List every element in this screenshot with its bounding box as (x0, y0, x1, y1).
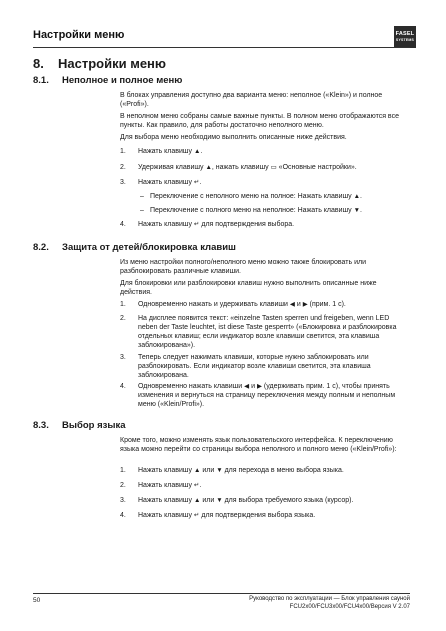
up-arrow-icon: ▲ (193, 497, 201, 504)
paragraph: Из меню настройки полного/неполного меню можно также блокировать или разблокировать различные клавиши. (120, 259, 366, 275)
list-item: 2. Удерживая клавишу ▲, нажать клавишу ▭ «Основные настройки». (120, 164, 357, 171)
header-rule (33, 47, 410, 48)
up-arrow-icon: ▲ (193, 467, 201, 474)
sub-list-item: – Переключение с полного меню на неполное: Нажать клавишу ▼. (140, 207, 362, 214)
footer-text: Руководство по эксплуатации — Блок управления сауной FCU2x00/FCU3x00/FCU4x00/Версия V 2.07 (249, 596, 410, 610)
list-item: 4. Нажать клавишу ↵ для подтверждения выбора языка. (120, 512, 316, 519)
up-arrow-icon: ▲ (353, 193, 361, 200)
left-arrow-icon: ◀ (289, 301, 295, 308)
list-item: 3. Нажать клавишу ▲ или ▼ для выбора требуемого языка (курсор). (120, 497, 354, 504)
page-number: 50 (33, 597, 41, 604)
menu-key-icon: ▭ (270, 164, 277, 171)
running-title: Настройки меню (33, 29, 125, 41)
list-item: 1. Нажать клавишу ▲. (120, 148, 203, 155)
paragraph: В блоках управления доступно два варианта меню: неполное («Klein») и полное («Profi»). (120, 92, 383, 108)
list-item: 3. Нажать клавишу ↵. (120, 179, 202, 186)
up-arrow-icon: ▲ (205, 164, 212, 171)
subsection-heading-8-2: 8.2. Защита от детей/блокировка клавиш (33, 242, 236, 253)
enter-key-icon: ↵ (193, 221, 200, 228)
footer-rule (33, 593, 410, 594)
left-arrow-icon: ◀ (244, 383, 250, 390)
sub-list-item: – Переключение с неполного меню на полное: Нажать клавишу ▲. (140, 193, 362, 200)
enter-key-icon: ↵ (193, 179, 200, 186)
subsection-heading-8-1: 8.1. Неполное и полное меню (33, 75, 183, 86)
list-item: 3. Теперь следует нажимать клавиши, которые нужно заблокировать или разблокировать. Если индикатор возле клавиши светится, эта клавиша заблокирована. (120, 354, 371, 379)
paragraph: Для выбора меню необходимо выполнить описанные ниже действия. (120, 134, 347, 141)
down-arrow-icon: ▼ (216, 467, 223, 474)
right-arrow-icon: ▶ (256, 383, 262, 390)
right-arrow-icon: ▶ (302, 301, 308, 308)
paragraph: Кроме того, можно изменять язык пользовательского интерфейса. К переключению языка можно перейти со страницы выбора неполного и полного меню («Klein/Profi»): (120, 437, 397, 453)
down-arrow-icon: ▼ (353, 207, 361, 214)
down-arrow-icon: ▼ (216, 497, 223, 504)
fasel-logo: FASEL SYSTEMS (394, 26, 416, 48)
enter-key-icon: ↵ (193, 482, 200, 489)
paragraph: Для блокировки или разблокировки клавиш нужно выполнить описанные ниже действия. (120, 280, 377, 296)
up-arrow-icon: ▲ (193, 148, 201, 155)
list-item: 2. На дисплее появится текст: «einzelne Tasten sperren und freigeben, wenn LED neben der Taste leuchtet, ist diese Taste gesperrt» («Блокировка и разблокировка отдельных клавиш; если индикатор возле клавиши светится, эта клавиша заблокирована»). (120, 315, 397, 349)
list-item: 1. Нажать клавишу ▲ или ▼ для перехода в меню выбора языка. (120, 467, 344, 474)
section-heading: 8. Настройки меню (33, 56, 166, 71)
list-item: 1. Одновременно нажать и удерживать клавиши ◀ и ▶ (прим. 1 с). (120, 301, 346, 308)
list-item: 2. Нажать клавишу ↵. (120, 482, 202, 489)
list-item: 4. Нажать клавишу ↵ для подтверждения выбора. (120, 221, 295, 228)
enter-key-icon: ↵ (193, 512, 200, 519)
paragraph: В неполном меню собраны самые важные пункты. В полном меню отображаются все пункты. Как правило, для работы достаточно неполного меню. (120, 113, 399, 129)
list-item: 4. Одновременно нажать клавиши ◀ и ▶ (удерживать прим. 1 с), чтобы принять изменения и вернуться на страницу переключения между полным и неполным меню («Klein/Profi»). (120, 383, 396, 408)
subsection-heading-8-3: 8.3. Выбор языка (33, 420, 126, 431)
